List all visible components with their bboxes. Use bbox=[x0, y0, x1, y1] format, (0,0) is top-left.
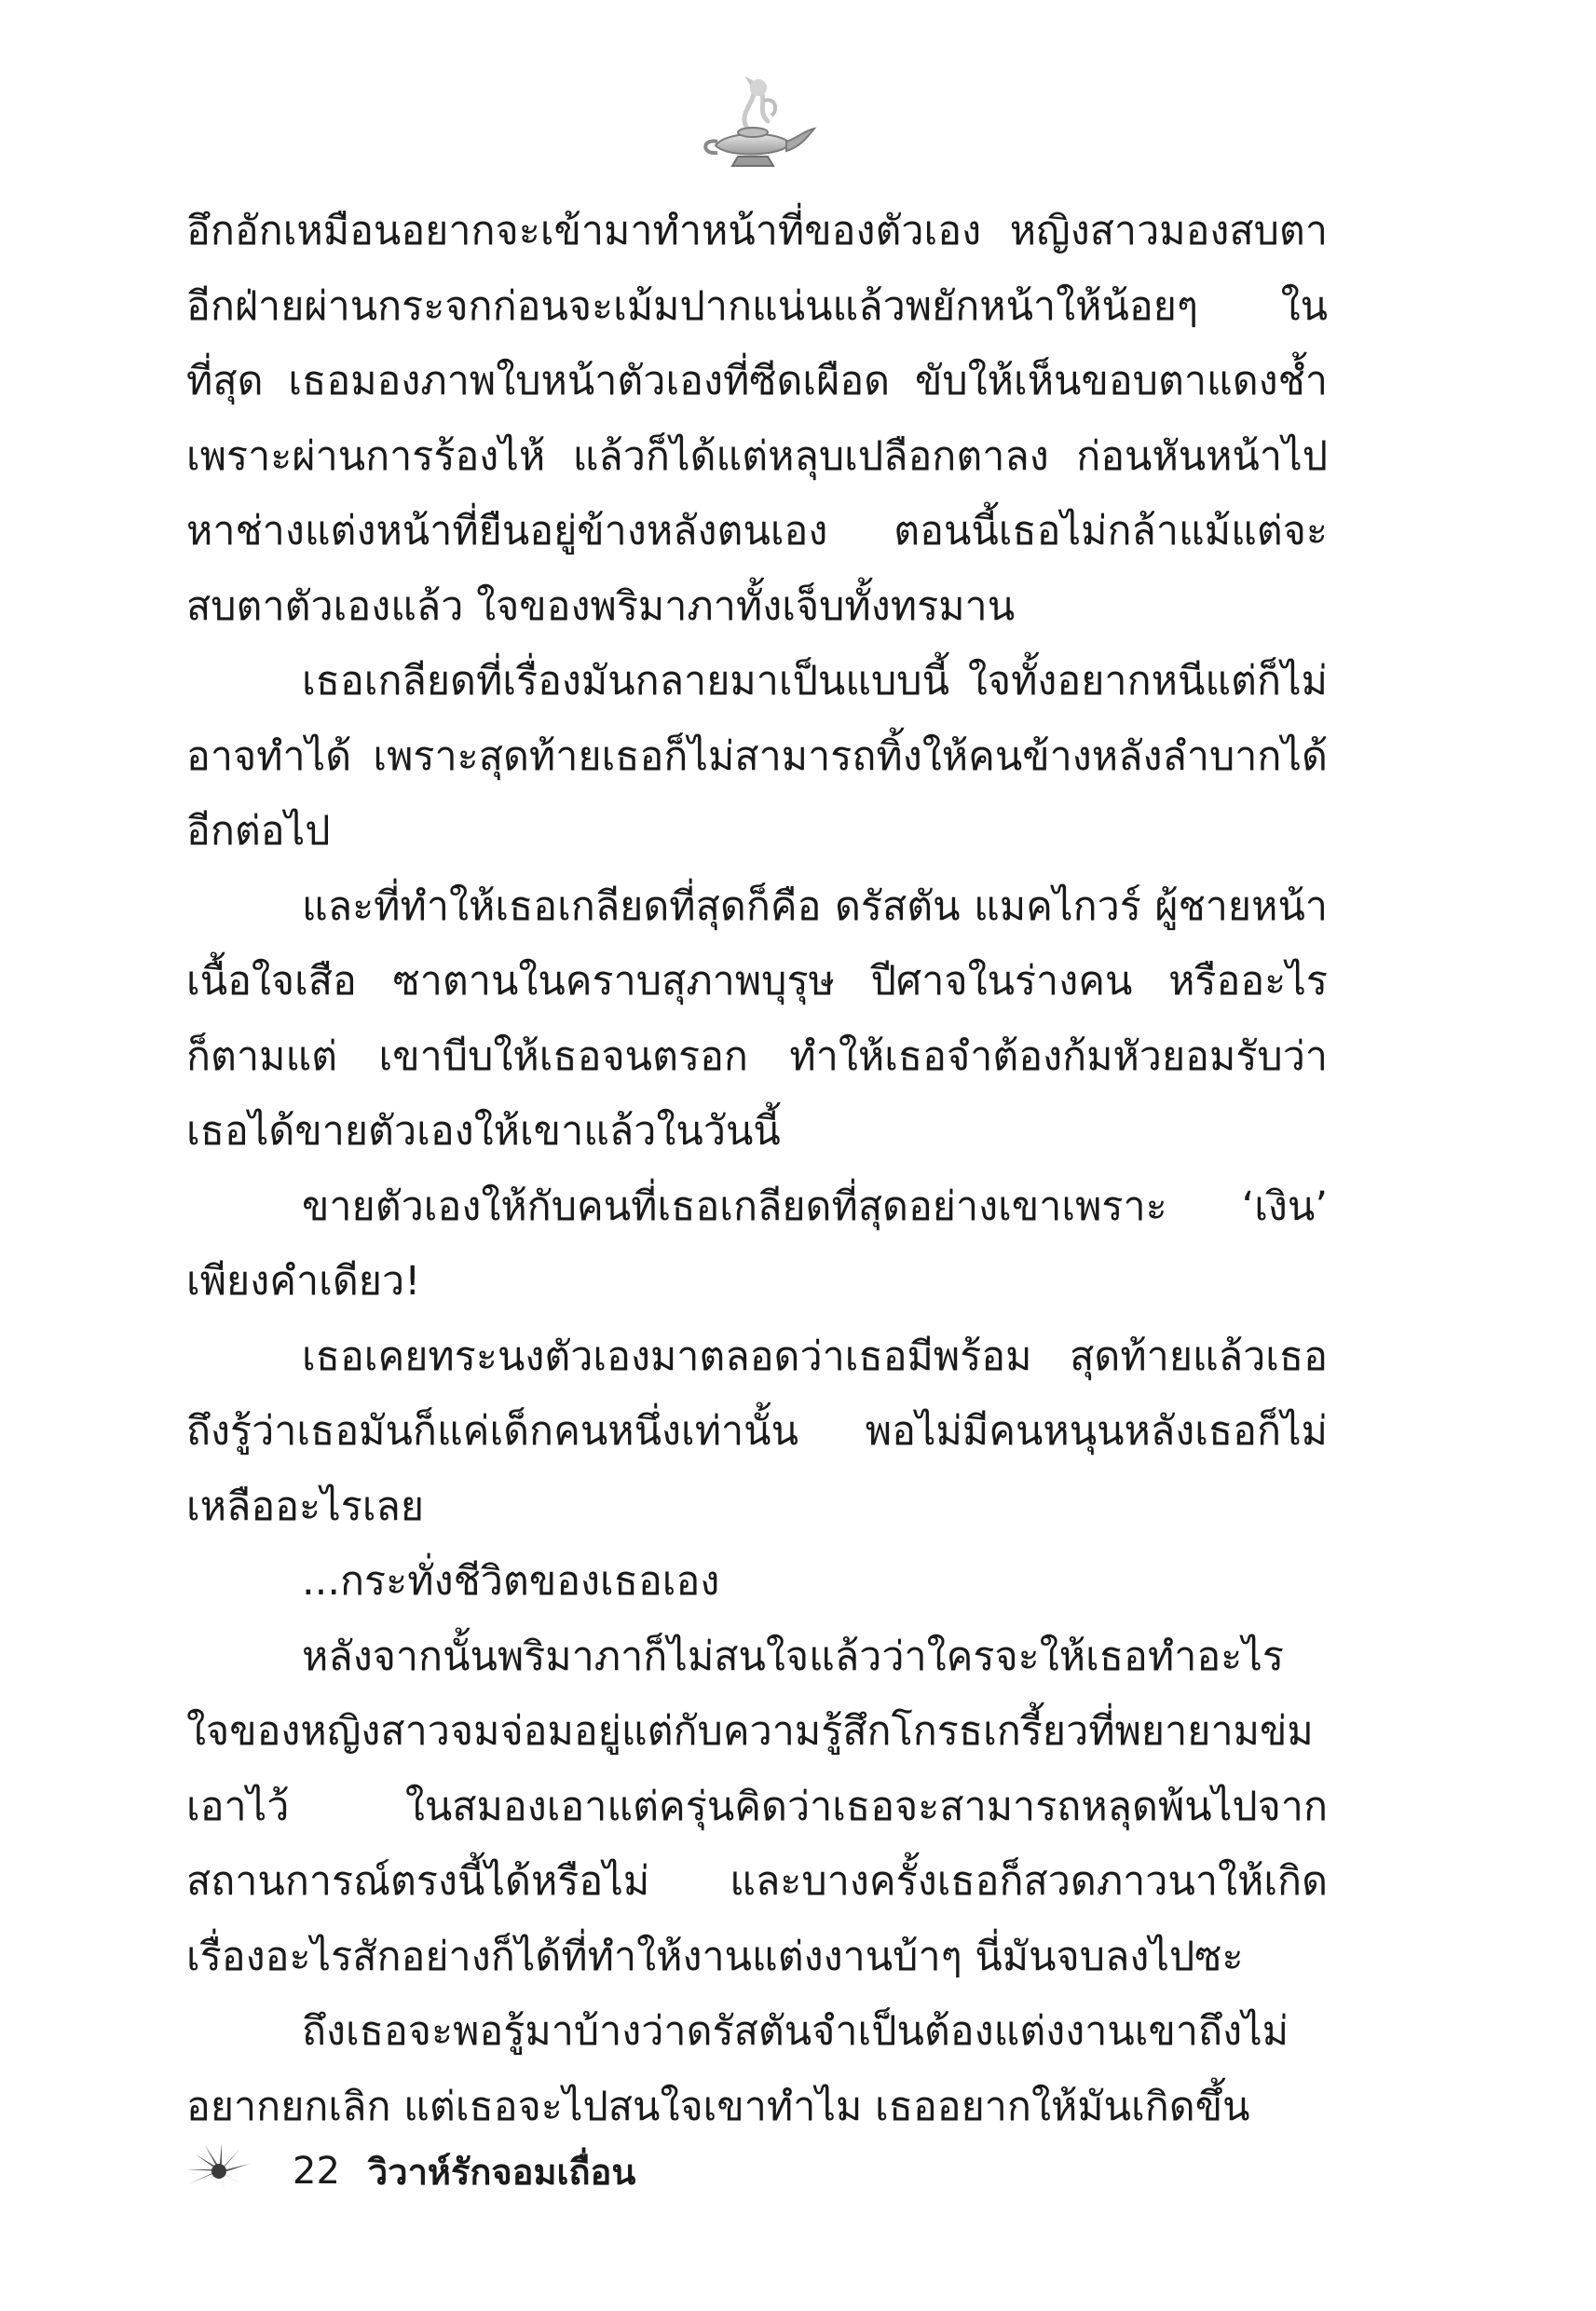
paragraph: เธอเคยทระนงตัวเองมาตลอดว่าเธอมีพร้อม สุดท้ายแล้วเธอถึงรู้ว่าเธอมันก็แค่เด็กคนหนึ่งเท่านั้น พอไม่มีคนหนุนหลังเธอก็ไม่เหลืออะไรเลย bbox=[186, 1333, 1328, 1530]
paragraph: ขายตัวเองให้กับคนที่เธอเกลียดที่สุดอย่างเขาเพราะ ‘เงิน’ เพียงคำเดียว! bbox=[186, 1183, 1328, 1305]
page-number: 22 bbox=[293, 2150, 340, 2193]
book-title: วิวาห์รักจอมเถื่อน bbox=[367, 2151, 636, 2193]
paragraph: และที่ทำให้เธอเกลียดที่สุดก็คือ ดรัสตัน แมคไกวร์ ผู้ชายหน้าเนื้อใจเสือ ซาตานในคราบสุภาพบุรุษ ปีศาจในร่างคน หรืออะไรก็ตามแต่ เขาบีบให้เธอจนตรอก ทำให้เธอจำต้องก้มหัวยอมรับว่าเธอได้ขายตัวเองให้เขาแล้วในวันนี้ bbox=[186, 882, 1328, 1155]
paragraph: ...กระทั่งชีวิตของเธอเอง bbox=[302, 1558, 720, 1605]
paragraph: ถึงเธอจะพอรู้มาบ้างว่าดรัสตันจำเป็นต้องแต่งงานเขาถึงไม่อยากยกเลิก แต่เธอจะไปสนใจเขาทำไม เธออยากให้มันเกิดขึ้น bbox=[186, 2008, 1289, 2130]
paragraph: เธอเกลียดที่เรื่องมันกลายมาเป็นแบบนี้ ใจทั้งอยากหนีแต่ก็ไม่อาจทำได้ เพราะสุดท้ายเธอก็ไม่สามารถทิ้งให้คนข้างหลังลำบากได้อีกต่อไป bbox=[186, 658, 1328, 855]
genie-lamp-icon bbox=[689, 73, 820, 175]
paragraph: หลังจากนั้นพริมาภาก็ไม่สนใจแล้วว่าใครจะให้เธอทำอะไร ใจของหญิงสาวจมจ่อมอยู่แต่กับความรู้สึกโกรธเกรี้ยวที่พยายามข่มเอาไว้ ในสมองเอาแต่ครุ่นคิดว่าเธอจะสามารถหลุดพ้นไปจากสถานการณ์ตรงนี้ได้หรือไม่ และบางครั้งเธอก็สวดภาวนาให้เกิดเรื่องอะไรสักอย่างก็ได้ที่ทำให้งานแต่งงานบ้าๆ นี่มันจบลงไปซะ bbox=[186, 1633, 1328, 1980]
page-footer bbox=[186, 2134, 635, 2208]
leaf-cluster-icon bbox=[186, 2143, 252, 2199]
body-text bbox=[186, 194, 1328, 2144]
paragraph: อึกอักเหมือนอยากจะเข้ามาทำหน้าที่ของตัวเอง หญิงสาวมองสบตาอีกฝ่ายผ่านกระจกก่อนจะเม้มปากแน่นแล้วพยักหน้าให้น้อยๆ ในที่สุด เธอมองภาพใบหน้าตัวเองที่ซีดเผือด ขับให้เห็นขอบตาแดงช้ำเพราะผ่านการร้องไห้ แล้วก็ได้แต่หลุบเปลือกตาลง ก่อนหันหน้าไปหาช่างแต่งหน้าที่ยืนอยู่ข้างหลังตนเอง ตอนนี้เธอไม่กล้าแม้แต่จะสบตาตัวเองแล้ว ใจของพริมาภาทั้งเจ็บทั้งทรมาน bbox=[186, 208, 1328, 630]
